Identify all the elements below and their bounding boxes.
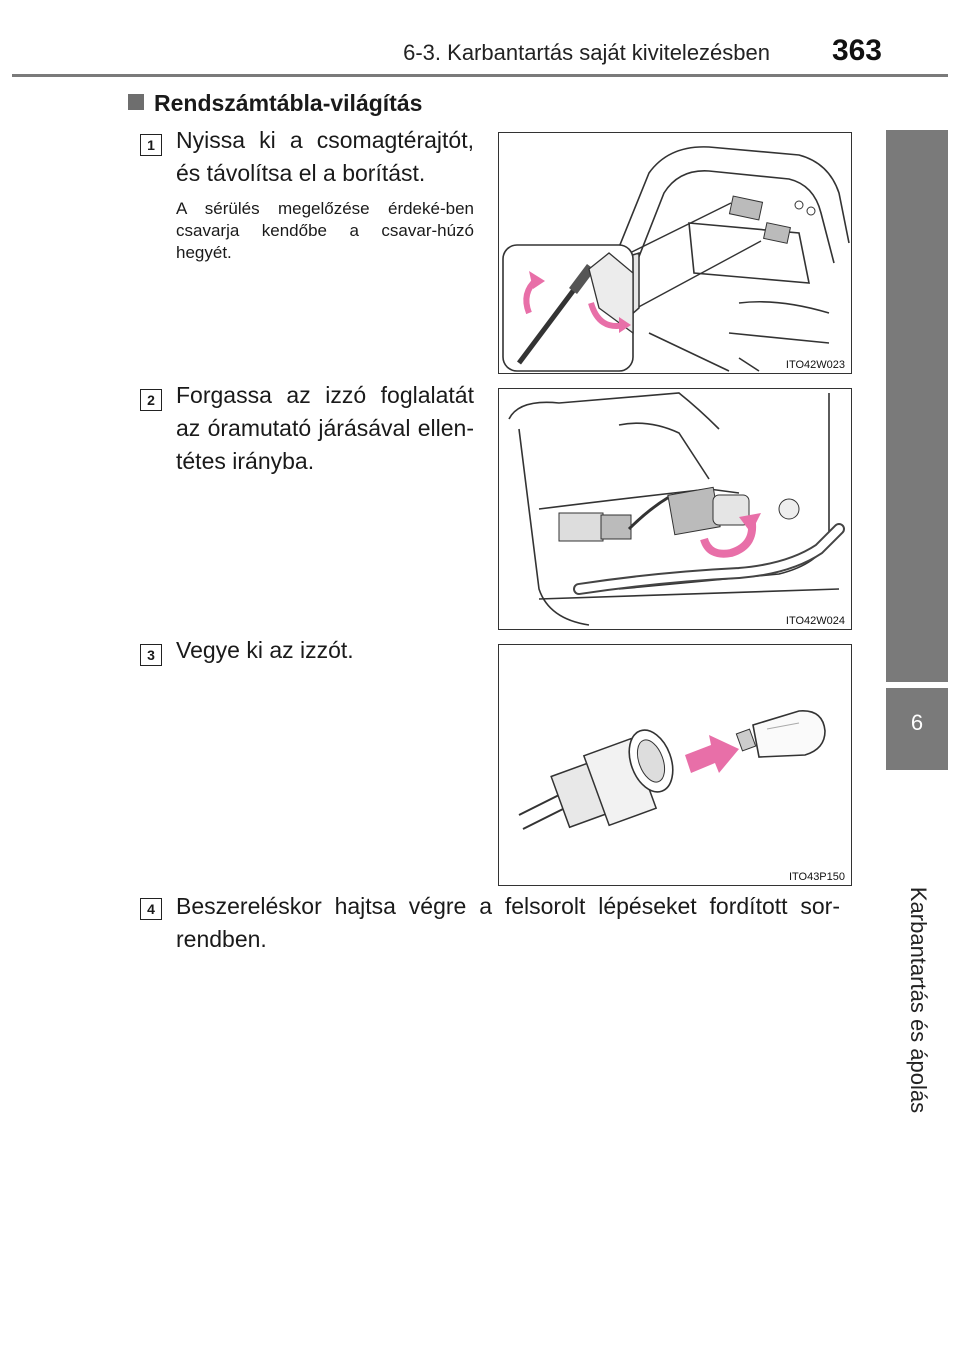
socket-illustration	[499, 389, 851, 629]
step-1-text: Nyissa ki a csomagtérajtót, és távolítsa el a borítást.	[176, 127, 474, 186]
chapter-tab-bar	[886, 130, 948, 682]
figure-tailgate-cover	[498, 132, 852, 374]
figure-bulb-socket-rotate	[498, 388, 852, 630]
section-heading	[128, 90, 422, 117]
figure-code: ITO42W024	[785, 615, 845, 627]
page-number: 363	[831, 34, 882, 67]
step-3-text: Vegye ki az izzót.	[176, 637, 354, 663]
step-number-1: 1	[140, 134, 162, 156]
chapter-number: 6	[910, 710, 924, 735]
running-header-title: 6-3. Karbantartás saját kivitelezésben	[403, 40, 770, 65]
section-title: Rendszámtábla-világítás	[154, 90, 423, 116]
step-2-text: Forgassa az izzó foglalatát az óramutató járásával ellen-tétes irányba.	[176, 382, 474, 474]
figure-code: ITO42W023	[785, 359, 845, 371]
step-4-text: Beszereléskor hajtsa végre a felsorolt lépéseket fordított sor-rendben.	[176, 893, 840, 952]
step-number-4: 4	[140, 898, 162, 920]
figure-code: ITO43P150	[788, 871, 845, 883]
step-number-3: 3	[140, 644, 162, 666]
step-1-note: A sérülés megelőzése érdeké-ben csavarja kendőbe a csavar-húzó hegyét.	[176, 199, 474, 262]
chapter-label: Karbantartás és ápolás	[906, 886, 931, 1114]
figure-bulb-removal	[498, 644, 852, 886]
square-bullet-icon	[128, 94, 144, 110]
tailgate-illustration	[499, 133, 851, 373]
step-number-2: 2	[140, 389, 162, 411]
bulb-illustration	[499, 645, 851, 885]
header-rule	[12, 74, 948, 77]
